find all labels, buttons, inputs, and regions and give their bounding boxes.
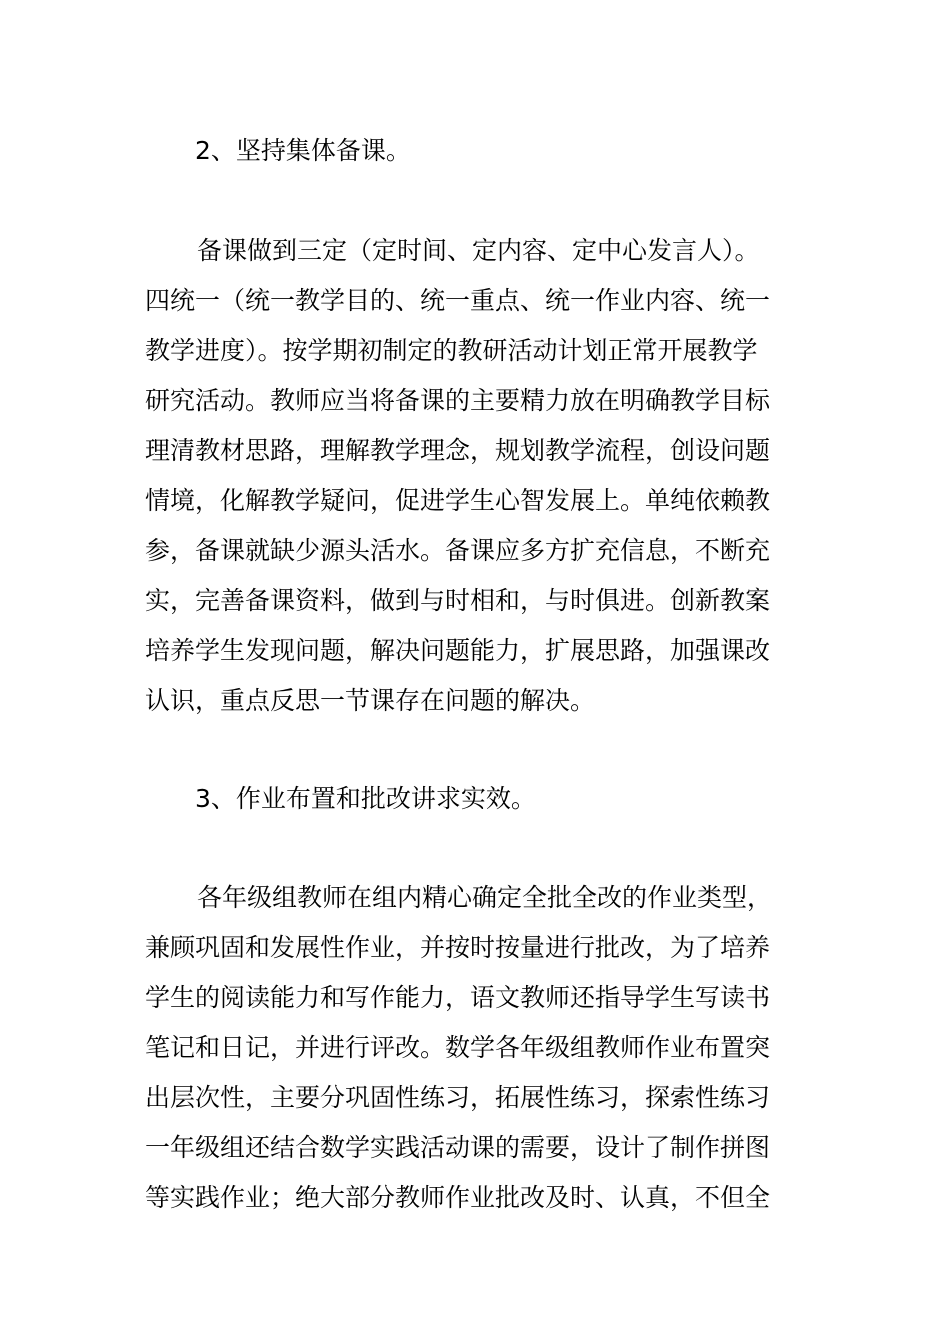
paragraph-line: 参，备课就缺少源头活水。备课应多方扩充信息，不断充 <box>145 536 771 565</box>
paragraph-line: 学生的阅读能力和写作能力，语文教师还指导学生写读书 <box>145 983 771 1012</box>
paragraph-line: 情境，化解教学疑问，促进学生心智发展上。单纯依赖教 <box>145 486 771 515</box>
paragraph-line: 备课做到三定（定时间、定内容、定中心发言人）。 <box>197 236 760 265</box>
section-3-heading: 3、作业布置和批改讲求实效。 <box>195 784 536 813</box>
paragraph-line: 研究活动。教师应当将备课的主要精力放在明确教学目标 <box>145 386 771 415</box>
paragraph-line: 理清教材思路，理解教学理念，规划教学流程，创设问题 <box>145 436 771 465</box>
paragraph-line: 认识，重点反思一节课存在问题的解决。 <box>145 686 596 715</box>
section-2-paragraph <box>145 226 815 726</box>
section-3-paragraph <box>145 873 815 1223</box>
paragraph-line: 兼顾巩固和发展性作业，并按时按量进行批改，为了培养 <box>145 933 771 962</box>
paragraph-line: 教学进度）。按学期初制定的教研活动计划正常开展教学 <box>145 336 758 365</box>
paragraph-line: 一年级组还结合数学实践活动课的需要，设计了制作拼图 <box>145 1133 771 1162</box>
section-2-heading: 2、坚持集体备课。 <box>195 136 411 165</box>
paragraph-line: 四统一（统一教学目的、统一重点、统一作业内容、统一 <box>145 286 771 315</box>
paragraph-line: 各年级组教师在组内精心确定全批全改的作业类型， <box>197 883 773 912</box>
paragraph-line: 培养学生发现问题，解决问题能力，扩展思路，加强课改 <box>145 636 771 665</box>
paragraph-line: 等实践作业；绝大部分教师作业批改及时、认真，不但全 <box>145 1183 771 1212</box>
paragraph-line: 实，完善备课资料，做到与时相和，与时俱进。创新教案 <box>145 586 771 615</box>
paragraph-line: 出层次性，主要分巩固性练习，拓展性练习，探索性练习 <box>145 1083 771 1112</box>
paragraph-line: 笔记和日记，并进行评改。数学各年级组教师作业布置突 <box>145 1033 771 1062</box>
